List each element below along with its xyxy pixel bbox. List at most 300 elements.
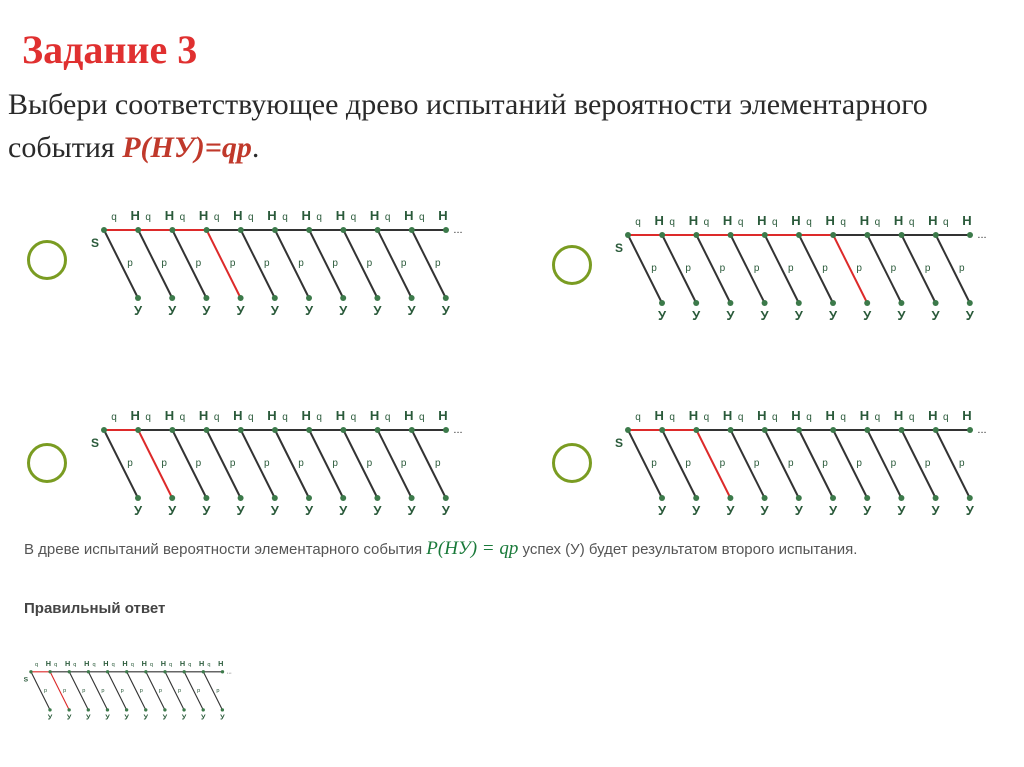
success-node [203, 295, 209, 301]
question-text [8, 84, 1008, 169]
success-prob-label: p [685, 263, 691, 274]
success-branch [628, 235, 662, 303]
fail-prob-label: q [207, 662, 211, 669]
success-node [340, 495, 346, 501]
success-node-label: У [897, 503, 906, 518]
fail-prob-label: q [188, 662, 192, 669]
success-node [727, 300, 733, 306]
fail-node [340, 227, 346, 233]
fail-prob-label: q [806, 217, 812, 228]
fail-prob-label: q [840, 217, 846, 228]
success-node [306, 495, 312, 501]
fail-node-label: Н [164, 208, 175, 223]
success-node [163, 708, 166, 711]
success-node [443, 495, 449, 501]
start-label: S [614, 241, 624, 255]
success-node-label: У [236, 503, 245, 518]
success-branch [309, 230, 343, 298]
success-node-label: У [897, 308, 906, 323]
fail-node [659, 427, 665, 433]
success-branch [104, 430, 138, 498]
success-node-label: У [181, 712, 187, 722]
fail-node [375, 427, 381, 433]
success-prob-label: p [195, 258, 202, 269]
success-prob-label: p [197, 687, 201, 694]
fail-node [693, 232, 699, 238]
fail-prob-label: q [943, 412, 949, 423]
success-branch [275, 430, 309, 498]
start-label: S [90, 236, 100, 250]
success-node-label: У [162, 712, 168, 722]
fail-node [238, 427, 244, 433]
success-node-label: У [760, 308, 769, 323]
success-node-label: У [373, 503, 382, 518]
success-branch [207, 430, 241, 498]
fail-node [135, 427, 141, 433]
success-branch [765, 235, 799, 303]
success-node-label: У [304, 503, 314, 518]
success-prob-label: p [63, 687, 67, 694]
fail-node-label: Н [688, 213, 699, 228]
fail-node-label: Н [335, 408, 346, 423]
fail-prob-label: q [92, 662, 96, 669]
tree-group [615, 213, 987, 323]
slide-title: Задание 3 [22, 27, 198, 72]
success-node [933, 495, 939, 501]
success-node-label: У [270, 303, 279, 318]
fail-node-label: Н [404, 408, 414, 423]
success-prob-label: p [332, 258, 338, 269]
success-node [48, 708, 51, 711]
fail-prob-label: q [54, 662, 58, 669]
success-branch [867, 430, 901, 498]
success-prob-label: p [400, 458, 407, 469]
success-node-label: У [965, 308, 974, 323]
option-4-tree[interactable] [612, 400, 1002, 530]
success-node-label: У [657, 308, 667, 323]
success-node-label: У [692, 308, 701, 323]
success-prob-label: p [856, 458, 862, 469]
fail-node-label: Н [198, 408, 209, 423]
success-prob-label: p [890, 263, 897, 274]
fail-node [443, 227, 449, 233]
success-prob-label: p [822, 458, 828, 469]
success-prob-label: p [332, 458, 338, 469]
fail-prob-label: q [419, 412, 425, 423]
question-formula: P(НУ)=qp [122, 130, 252, 164]
fail-node [899, 232, 905, 238]
success-node [967, 495, 973, 501]
success-branch [88, 672, 107, 710]
fail-node [625, 232, 631, 238]
success-node [864, 300, 870, 306]
fail-node [409, 427, 415, 433]
fail-node [830, 427, 836, 433]
success-prob-label: p [753, 458, 760, 469]
success-branch [309, 430, 343, 498]
success-branch [146, 672, 165, 710]
fail-prob-label: q [179, 212, 186, 223]
fail-node-label: Н [962, 213, 972, 228]
success-prob-label: p [366, 458, 373, 469]
fail-prob-label: q [145, 212, 151, 223]
explanation-before: В древе испытаний вероятности элементарного события [24, 541, 423, 558]
fail-node-label: Н [404, 208, 414, 223]
success-prob-label: p [264, 258, 270, 269]
fail-node [864, 232, 870, 238]
success-prob-label: p [651, 263, 657, 274]
success-branch [662, 430, 696, 498]
fail-node [625, 427, 631, 433]
fail-node-label: Н [654, 408, 664, 423]
success-branch [172, 230, 206, 298]
success-node-label: У [124, 712, 129, 722]
fail-node [864, 427, 870, 433]
fail-node-label: Н [198, 208, 209, 223]
fail-node-label: Н [369, 208, 380, 223]
fail-node-label: Н [928, 213, 938, 228]
fail-prob-label: q [34, 662, 39, 669]
success-node-label: У [692, 503, 701, 518]
fail-node-label: Н [267, 408, 277, 423]
option-2-tree[interactable] [612, 205, 1002, 340]
fail-node [106, 670, 109, 673]
fail-prob-label: q [943, 217, 949, 228]
success-node-label: У [133, 303, 143, 318]
success-node [967, 300, 973, 306]
fail-node [125, 670, 128, 673]
success-node-label: У [931, 503, 940, 518]
success-branch [203, 672, 222, 710]
fail-node-label: Н [962, 408, 972, 423]
success-node [409, 295, 415, 301]
success-prob-label: p [890, 458, 897, 469]
success-node-label: У [726, 503, 735, 518]
fail-node [899, 427, 905, 433]
correct-answer-tree [22, 655, 262, 740]
fail-node-label: Н [757, 408, 767, 423]
continuation-dots: ... [977, 229, 987, 241]
success-branch [127, 672, 146, 710]
fail-node [182, 670, 185, 673]
fail-prob-label: q [669, 217, 675, 228]
fail-node [306, 427, 312, 433]
success-prob-label: p [400, 258, 407, 269]
fail-node-label: Н [722, 213, 733, 228]
fail-node-label: Н [825, 213, 835, 228]
fail-prob-label: q [282, 412, 288, 423]
success-branch [165, 672, 184, 710]
success-prob-label: p [127, 258, 133, 269]
option-3-radio[interactable] [27, 443, 67, 483]
success-node-label: У [931, 308, 940, 323]
fail-node-label: Н [859, 408, 870, 423]
success-prob-label: p [178, 687, 182, 694]
fail-prob-label: q [350, 412, 357, 423]
success-branch [628, 430, 662, 498]
success-node-label: У [828, 308, 838, 323]
success-node-label: У [133, 503, 143, 518]
fail-node-label: Н [859, 213, 870, 228]
fail-node-label: Н [218, 659, 224, 669]
success-node [864, 495, 870, 501]
question-prompt: Выбери соответствующее древо испытаний вероятности элементарного события [8, 88, 928, 164]
question-period: . [251, 130, 260, 164]
success-node [374, 495, 380, 501]
fail-node [135, 227, 141, 233]
success-branch [412, 430, 446, 498]
start-label: S [90, 436, 100, 450]
success-branch [108, 672, 127, 710]
fail-prob-label: q [316, 212, 322, 223]
fail-node-label: Н [84, 659, 90, 669]
success-branch [696, 430, 730, 498]
fail-node-label: Н [130, 408, 140, 423]
success-branch [412, 230, 446, 298]
fail-node [762, 232, 768, 238]
fail-node [830, 232, 836, 238]
success-node [727, 495, 733, 501]
success-node-label: У [373, 303, 382, 318]
success-node [144, 708, 147, 711]
success-node [693, 495, 699, 501]
tree-group [91, 408, 463, 518]
fail-prob-label: q [145, 412, 151, 423]
success-prob-label: p [959, 458, 965, 469]
fail-prob-label: q [169, 662, 173, 669]
success-node [272, 495, 278, 501]
success-prob-label: p [685, 458, 691, 469]
fail-node-label: Н [103, 659, 109, 669]
fail-node-label: Н [688, 408, 699, 423]
success-prob-label: p [856, 263, 862, 274]
success-branch [936, 430, 970, 498]
success-branch [833, 430, 867, 498]
option-3-tree[interactable] [88, 400, 478, 530]
fail-node [144, 670, 147, 673]
success-prob-label: p [298, 258, 304, 269]
success-node-label: У [339, 503, 348, 518]
fail-node-label: Н [893, 408, 904, 423]
fail-node-label: Н [369, 408, 380, 423]
fail-node [306, 227, 312, 233]
success-node-label: У [86, 712, 91, 722]
success-node [762, 300, 768, 306]
fail-node-label: Н [438, 208, 448, 223]
success-node-label: У [47, 712, 53, 722]
success-node [203, 495, 209, 501]
fail-node-label: Н [130, 208, 140, 223]
fail-prob-label: q [384, 212, 391, 223]
success-node-label: У [441, 503, 450, 518]
start-label: S [23, 676, 29, 684]
success-node [898, 495, 904, 501]
success-node-label: У [407, 303, 416, 318]
fail-node [796, 232, 802, 238]
success-node [87, 708, 90, 711]
tree-group [24, 659, 232, 721]
fail-node-label: Н [928, 408, 938, 423]
success-node-label: У [965, 503, 974, 518]
continuation-dots: ... [453, 224, 463, 236]
success-node [202, 708, 205, 711]
success-prob-label: p [959, 263, 965, 274]
fail-node [163, 670, 166, 673]
fail-node [272, 227, 278, 233]
option-1-tree[interactable] [88, 200, 478, 335]
fail-node [340, 427, 346, 433]
success-node-label: У [220, 712, 225, 722]
correct-answer-label: Правильный ответ [24, 600, 166, 617]
success-node-label: У [105, 712, 110, 722]
fail-prob-label: q [282, 212, 288, 223]
fail-node-label: Н [791, 213, 801, 228]
success-node-label: У [794, 503, 803, 518]
fail-prob-label: q [908, 217, 915, 228]
fail-node [659, 232, 665, 238]
fail-node [29, 670, 32, 673]
fail-node [375, 227, 381, 233]
tree-group [91, 208, 463, 318]
fail-node [87, 670, 90, 673]
tree-group [615, 408, 987, 518]
success-branch [696, 235, 730, 303]
continuation-dots: ... [453, 424, 463, 436]
fail-prob-label: q [840, 412, 846, 423]
fail-node-label: Н [199, 659, 205, 669]
fail-prob-label: q [111, 412, 117, 423]
fail-node-label: Н [233, 208, 243, 223]
success-node-label: У [828, 503, 838, 518]
fail-node-label: Н [825, 408, 835, 423]
fail-prob-label: q [772, 217, 778, 228]
fail-node-label: Н [267, 208, 277, 223]
success-node-label: У [407, 503, 416, 518]
success-node-label: У [794, 308, 803, 323]
fail-node [409, 227, 415, 233]
fail-node-label: Н [160, 659, 166, 669]
success-node-label: У [304, 303, 314, 318]
success-prob-label: p [719, 458, 726, 469]
fail-node-label: Н [45, 659, 52, 669]
fail-node-label: Н [893, 213, 904, 228]
success-prob-label: p [651, 458, 657, 469]
fail-node [443, 427, 449, 433]
success-node [106, 708, 109, 711]
success-branch [936, 235, 970, 303]
fail-prob-label: q [874, 412, 881, 423]
success-node [374, 295, 380, 301]
option-2-radio[interactable] [552, 245, 592, 285]
success-node [762, 495, 768, 501]
success-node [272, 295, 278, 301]
fail-node [169, 227, 175, 233]
fail-node [693, 427, 699, 433]
fail-node [728, 427, 734, 433]
success-branch [104, 230, 138, 298]
explanation-formula: P(НУ) = qp [426, 538, 519, 559]
success-prob-label: p [924, 458, 931, 469]
fail-prob-label: q [248, 212, 254, 223]
success-node [135, 495, 141, 501]
success-node [67, 708, 70, 711]
success-node-label: У [168, 503, 177, 518]
success-node [238, 495, 244, 501]
success-node [830, 300, 836, 306]
success-node [933, 300, 939, 306]
fail-node [101, 427, 107, 433]
success-prob-label: p [161, 258, 167, 269]
fail-node [101, 227, 107, 233]
fail-node-label: Н [791, 408, 801, 423]
success-branch [343, 230, 377, 298]
success-prob-label: p [101, 687, 105, 694]
success-branch [378, 230, 412, 298]
success-branch [731, 235, 765, 303]
fail-node [728, 232, 734, 238]
fail-node [204, 227, 210, 233]
success-prob-label: p [229, 458, 236, 469]
success-node-label: У [168, 303, 177, 318]
fail-node-label: Н [122, 659, 128, 669]
fail-node-label: Н [233, 408, 243, 423]
fail-prob-label: q [419, 212, 425, 223]
success-prob-label: p [264, 458, 270, 469]
success-prob-label: p [753, 263, 760, 274]
option-1-radio[interactable] [27, 240, 67, 280]
fail-prob-label: q [213, 412, 220, 423]
success-prob-label: p [924, 263, 931, 274]
fail-prob-label: q [806, 412, 812, 423]
success-node [898, 300, 904, 306]
fail-prob-label: q [213, 212, 220, 223]
success-node-label: У [339, 303, 348, 318]
success-prob-label: p [822, 263, 828, 274]
success-node [796, 300, 802, 306]
fail-node [202, 670, 205, 673]
success-branch [378, 430, 412, 498]
success-node-label: У [200, 712, 206, 722]
success-node-label: У [236, 303, 245, 318]
fail-node [933, 232, 939, 238]
success-branch [833, 235, 867, 303]
success-branch [241, 230, 275, 298]
success-prob-label: p [127, 458, 133, 469]
option-4-radio[interactable] [552, 443, 592, 483]
success-branch [275, 230, 309, 298]
success-prob-label: p [139, 687, 143, 694]
explanation-text [24, 535, 924, 563]
success-node [659, 495, 665, 501]
success-branch [184, 672, 203, 710]
success-node-label: У [760, 503, 769, 518]
fail-node [967, 232, 973, 238]
success-node-label: У [143, 712, 149, 722]
success-branch [902, 430, 936, 498]
fail-node-label: Н [722, 408, 733, 423]
fail-prob-label: q [737, 412, 744, 423]
explanation-after: успех (У) будет результатом второго испытания. [522, 541, 858, 558]
fail-node-label: Н [64, 659, 71, 669]
success-branch [799, 235, 833, 303]
fail-prob-label: q [703, 412, 710, 423]
success-node-label: У [66, 712, 72, 722]
success-node-label: У [441, 303, 450, 318]
success-prob-label: p [158, 687, 162, 694]
success-node [169, 295, 175, 301]
fail-node [967, 427, 973, 433]
fail-prob-label: q [73, 662, 77, 669]
